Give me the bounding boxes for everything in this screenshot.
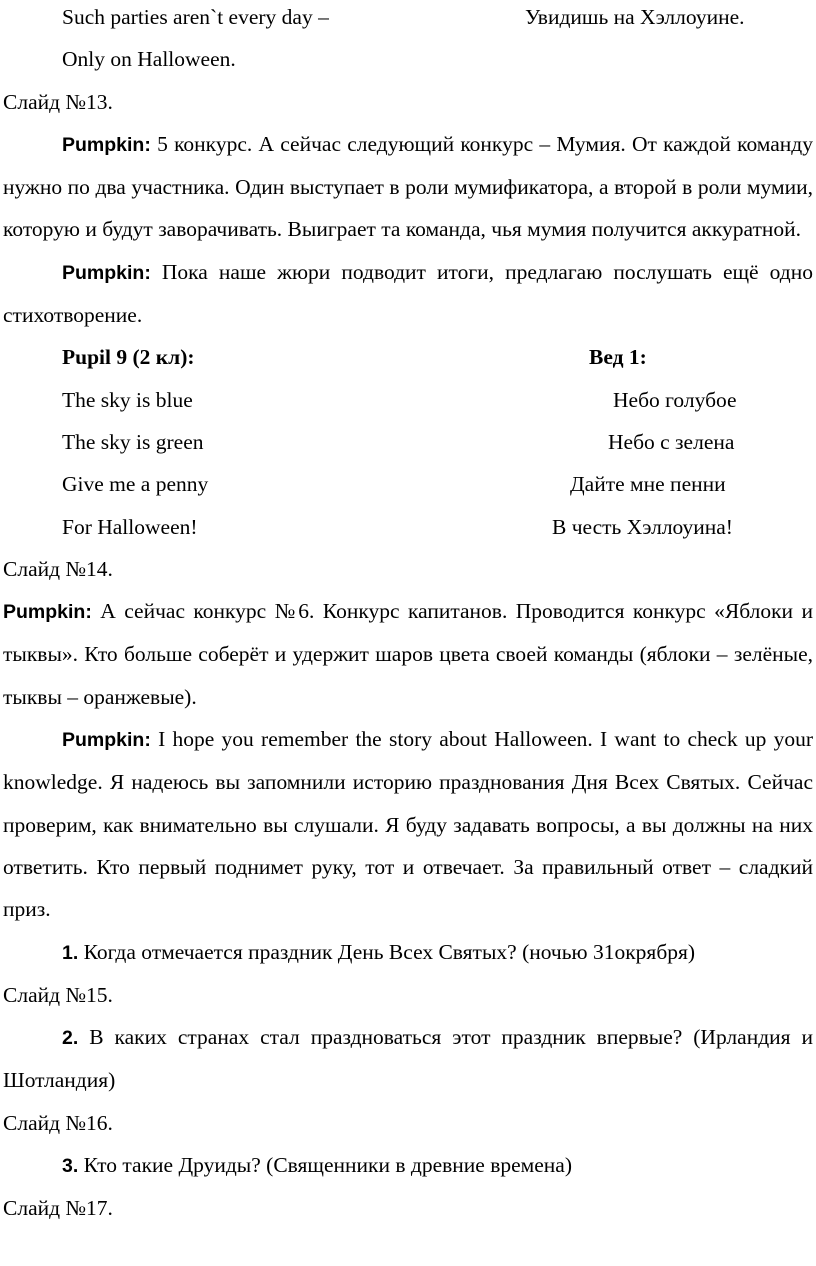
slide-label-15: Слайд №15. — [3, 982, 113, 1007]
poem-line-en: The sky is blue — [62, 387, 193, 412]
slide-label-16: Слайд №16. — [3, 1110, 113, 1135]
verse-line-1-ru: Увидишь на Хэллоуине. — [525, 5, 745, 29]
poem-line — [3, 379, 813, 421]
poem-line-en: For Halloween! — [62, 514, 198, 539]
question-text: В каких странах стал праздноваться этот праздник впервые? (Ирландия и Шотландия) — [3, 1025, 813, 1093]
paragraph-text: 5 конкурс. А сейчас следующий конкурс – Мумия. От каждой команду нужно по два участника. Один выступает в роли мумификатора, а второй в роли мумии, которую и будут заворачивать. Выиграет та команда, чья мумия получится аккуратной. — [3, 131, 813, 242]
paragraph-contest-5 — [3, 123, 813, 251]
question-3 — [3, 1144, 813, 1187]
speaker-label: Pumpkin: — [62, 261, 151, 284]
question-1 — [3, 931, 813, 974]
poem-speaker-left: Pupil 9 (2 кл): — [62, 345, 195, 370]
speaker-label: Pumpkin: — [3, 601, 92, 624]
verse-line-1 — [3, 0, 813, 38]
question-number: 3. — [62, 1155, 79, 1178]
poem-line — [3, 463, 813, 505]
speaker-label: Pumpkin: — [62, 729, 151, 752]
verse-line-1-en: Such parties aren`t every day – — [62, 5, 329, 29]
question-text: Кто такие Друиды? (Священники в древние времена) — [78, 1153, 572, 1178]
paragraph-jury — [3, 251, 813, 337]
verse-line-2 — [3, 38, 813, 80]
poem-line-ru: Небо с зелена — [608, 429, 735, 454]
poem-line-en: Give me a penny — [62, 472, 209, 497]
poem-speakers — [3, 336, 813, 378]
paragraph-text: Пока наше жюри подводит итоги, предлагаю послушать ещё одно стихотворение. — [3, 259, 813, 328]
paragraph-captains — [3, 590, 813, 718]
slide-label-14: Слайд №14. — [3, 556, 113, 581]
speaker-label: Pumpkin: — [62, 133, 151, 156]
poem-line-ru: Дайте мне пенни — [570, 472, 726, 497]
poem-speaker-right: Вед 1: — [589, 345, 647, 370]
paragraph-quiz — [3, 718, 813, 930]
verse-line-2-en: Only on Halloween. — [62, 47, 236, 72]
question-text: Когда отмечается праздник День Всех Святых? (ночью 31окрября) — [78, 939, 696, 964]
question-number: 2. — [62, 1027, 79, 1050]
slide-label-17: Слайд №17. — [3, 1196, 113, 1221]
poem-line — [3, 421, 813, 463]
paragraph-text: А сейчас конкурс №6. Конкурс капитанов. Проводится конкурс «Яблоки и тыквы». Кто больше соберёт и удержит шаров цвета своей команды (яблоки – зелёные, тыквы – оранжевые). — [3, 599, 813, 709]
poem-line — [3, 506, 813, 548]
poem-line-en: The sky is green — [62, 429, 204, 454]
paragraph-text: I hope you remember the story about Halloween. I want to check up your knowledge. Я надеюсь вы запомнили историю празднования Дня Всех Святых. Сейчас проверим, как внимательно вы слушали. Я буду задавать вопросы, а вы должны на них ответить. Кто первый поднимет руку, тот и отвечает. За правильный ответ – сладкий приз. — [3, 727, 813, 922]
question-number: 1. — [62, 941, 79, 964]
poem-line-ru: В честь Хэллоуина! — [552, 514, 733, 539]
question-2 — [3, 1016, 813, 1102]
poem-line-ru: Небо голубое — [613, 387, 737, 412]
slide-label-13: Слайд №13. — [3, 89, 113, 114]
